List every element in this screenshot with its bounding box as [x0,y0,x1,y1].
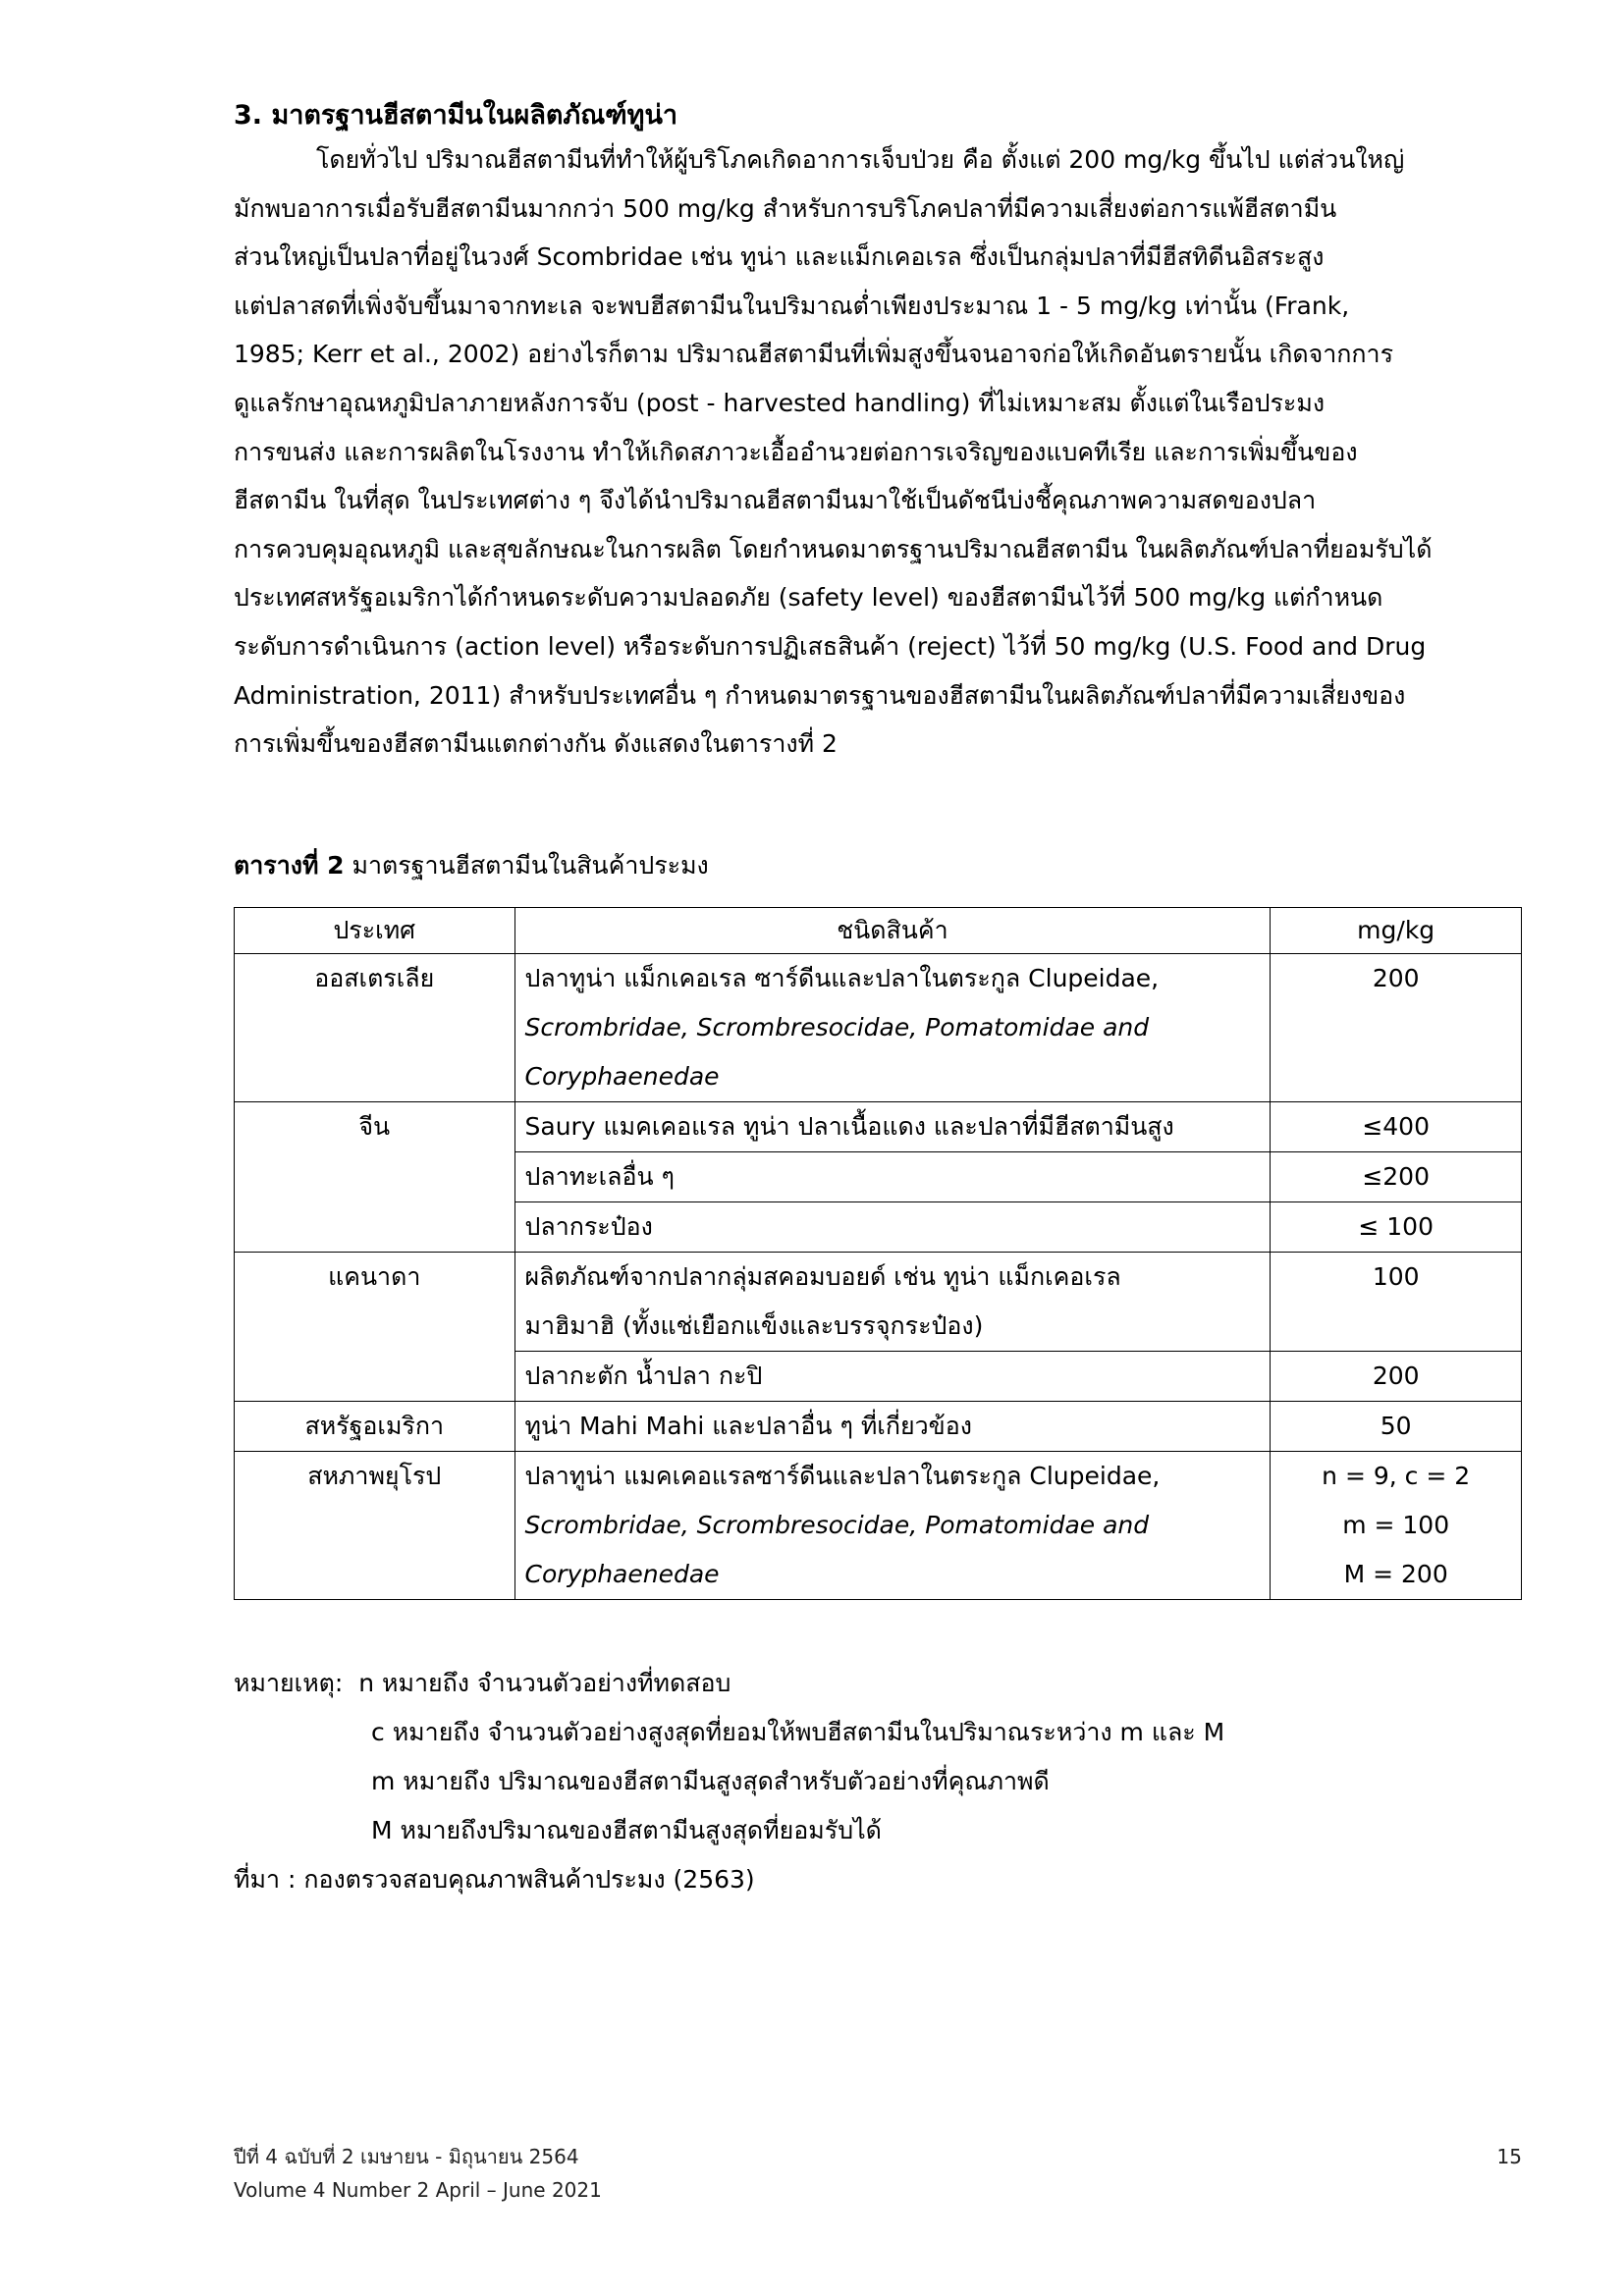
value-line: n = 9, c = 2 [1322,1462,1471,1490]
value-cell: ≤ 100 [1271,1202,1522,1253]
footer-thai: ปีที่ 4 ฉบับที่ 2 เมษายน - มิถุนายน 2564 [234,2145,579,2168]
table-row [235,1253,1522,1352]
paragraph-line: มักพบอาการเมื่อรับฮีสตามีนมากกว่า 500 mg/kg สำหรับการบริโภคปลาที่มีความเสี่ยงต่อการแพ้ฮีสตามีน [234,193,1337,223]
paragraph-line: โดยทั่วไป ปริมาณฮีสตามีนที่ทำให้ผู้บริโภคเกิดอาการเจ็บป่วย คือ ตั้งแต่ 200 mg/kg ขึ้นไป แต่ส่วนใหญ่ [316,145,1405,174]
country-cell: ออสเตรเลีย [235,954,515,1102]
paragraph-line: ฮีสตามีน ในที่สุด ในประเทศต่าง ๆ จึงได้นำปริมาณฮีสตามีนมาใช้เป็นดัชนีบ่งชี้คุณภาพความสดของปลา [234,486,1317,515]
note-M: M หมายถึงปริมาณของฮีสตามีนสูงสุดที่ยอมรับได้ [371,1816,882,1844]
paragraph-line: แต่ปลาสดที่เพิ่งจับขึ้นมาจากทะเล จะพบฮีสตามีนในปริมาณต่ำเพียงประมาณ 1 - 5 mg/kg เท่านั้น (Frank, [234,291,1350,320]
header-mgkg: mg/kg [1271,908,1522,954]
product-line: ปลาทูน่า แมคเคอแรลซาร์ดีนและปลาในตระกูล Clupeidae, [524,1462,1161,1490]
table-notes [234,1659,1224,1904]
note-c: c หมายถึง จำนวนตัวอย่างสูงสุดที่ยอมให้พบฮีสตามีนในปริมาณระหว่าง m และ M [371,1718,1225,1746]
note-n-text: n หมายถึง จำนวนตัวอย่างที่ทดสอบ [358,1669,731,1697]
value-cell [1271,1452,1522,1600]
paragraph-line: ส่วนใหญ่เป็นปลาที่อยู่ในวงศ์ Scombridae เช่น ทูน่า และแม็กเคอเรล ซึ่งเป็นกลุ่มปลาที่มีฮีสทิดีนอิสระสูง [234,242,1325,272]
paragraph-line: การควบคุมอุณหภูมิ และสุขลักษณะในการผลิต โดยกำหนดมาตรฐานปริมาณฮีสตามีน ในผลิตภัณฑ์ปลาที่ยอมรับได้ [234,534,1433,563]
product-cell: ปลาทะเลอื่น ๆ [514,1152,1271,1202]
paragraph-line: 1985; Kerr et al., 2002) อย่างไรก็ตาม ปริมาณฮีสตามีนที่เพิ่มสูงขึ้นจนอาจก่อให้เกิดอันตรายนั้น เกิดจากการ [234,340,1394,369]
body-paragraph [234,135,1522,769]
note-n [234,1659,1224,1708]
value-line: m = 100 [1342,1511,1450,1539]
table-caption-text: มาตรฐานฮีสตามีนในสินค้าประมง [352,851,709,880]
product-cell: Saury แมคเคอแรล ทูน่า ปลาเนื้อแดง และปลาที่มีฮีสตามีนสูง [514,1102,1271,1152]
value-line: M = 200 [1343,1560,1448,1588]
table-caption-label: ตารางที่ 2 [234,851,345,880]
source-note: ที่มา : กองตรวจสอบคุณภาพสินค้าประมง (2563) [234,1865,755,1894]
country-cell: สหรัฐอเมริกา [235,1402,515,1452]
table-row [235,1402,1522,1452]
product-line: Scrombridae, Scrombresocidae, Pomatomidae and [524,1511,1150,1539]
table-caption [234,846,709,885]
value-cell: ≤400 [1271,1102,1522,1152]
section-heading: 3. มาตรฐานฮีสตามีนในผลิตภัณฑ์ทูน่า [234,100,678,131]
country-cell: แคนาดา [235,1253,515,1402]
paragraph-line: Administration, 2011) สำหรับประเทศอื่น ๆ กำหนดมาตรฐานของฮีสตามีนในผลิตภัณฑ์ปลาที่มีความเสี่ยงของ [234,680,1406,710]
product-cell [514,954,1271,1102]
product-cell [514,1452,1271,1600]
table-row [235,1102,1522,1152]
product-cell [514,1253,1271,1352]
product-line: Coryphaenedae [524,1062,720,1091]
paragraph-line: การขนส่ง และการผลิตในโรงงาน ทำให้เกิดสภาวะเอื้ออำนวยต่อการเจริญของแบคทีเรีย และการเพิ่มขึ้นของ [234,437,1358,466]
table-row [235,954,1522,1102]
value-cell: ≤200 [1271,1152,1522,1202]
header-country: ประเทศ [235,908,515,954]
product-line: ผลิตภัณฑ์จากปลากลุ่มสคอมบอยด์ เช่น ทูน่า แม็กเคอเรล [524,1262,1121,1291]
header-product: ชนิดสินค้า [514,908,1271,954]
note-m: m หมายถึง ปริมาณของฮีสตามีนสูงสุดสำหรับตัวอย่างที่คุณภาพดี [371,1767,1050,1795]
value-cell: 200 [1271,954,1522,1102]
country-cell: สหภาพยุโรป [235,1452,515,1600]
paragraph-line: การเพิ่มขึ้นของฮีสตามีนแตกต่างกัน ดังแสดงในตารางที่ 2 [234,729,838,759]
country-cell: จีน [235,1102,515,1253]
histamine-standards-table [234,907,1522,1600]
footer-english: Volume 4 Number 2 April – June 2021 [234,2178,602,2202]
paragraph-line: ระดับการดำเนินการ (action level) หรือระดับการปฏิเสธสินค้า (reject) ไว้ที่ 50 mg/kg (U.S. Food and Drug [234,631,1427,661]
table-row [235,1452,1522,1600]
notes-label: หมายเหตุ: [234,1669,344,1697]
product-cell: ทูน่า Mahi Mahi และปลาอื่น ๆ ที่เกี่ยวข้อง [514,1402,1271,1452]
product-cell: ปลากะตัก น้ำปลา กะปิ [514,1352,1271,1402]
page-number: 15 [1496,2145,1522,2168]
product-line: ปลาทูน่า แม็กเคอเรล ซาร์ดีนและปลาในตระกูล Clupeidae, [524,964,1160,992]
paragraph-line: ดูแลรักษาอุณหภูมิปลาภายหลังการจับ (post - harvested handling) ที่ไม่เหมาะสม ตั้งแต่ในเรือประมง [234,388,1326,417]
product-line: Scrombridae, Scrombresocidae, Pomatomidae and [524,1013,1150,1041]
paragraph-line: ประเทศสหรัฐอเมริกาได้กำหนดระดับความปลอดภัย (safety level) ของฮีสตามีนไว้ที่ 500 mg/kg แต่กำหนด [234,583,1383,613]
table-header-row [235,908,1522,954]
product-line: มาฮิมาฮิ (ทั้งแช่เยือกแข็งและบรรจุกระป๋อง) [524,1311,984,1340]
value-cell: 50 [1271,1402,1522,1452]
value-cell: 100 [1271,1253,1522,1352]
value-cell: 200 [1271,1352,1522,1402]
page-footer [234,2140,602,2207]
product-line: Coryphaenedae [524,1560,720,1588]
product-cell: ปลากระป๋อง [514,1202,1271,1253]
